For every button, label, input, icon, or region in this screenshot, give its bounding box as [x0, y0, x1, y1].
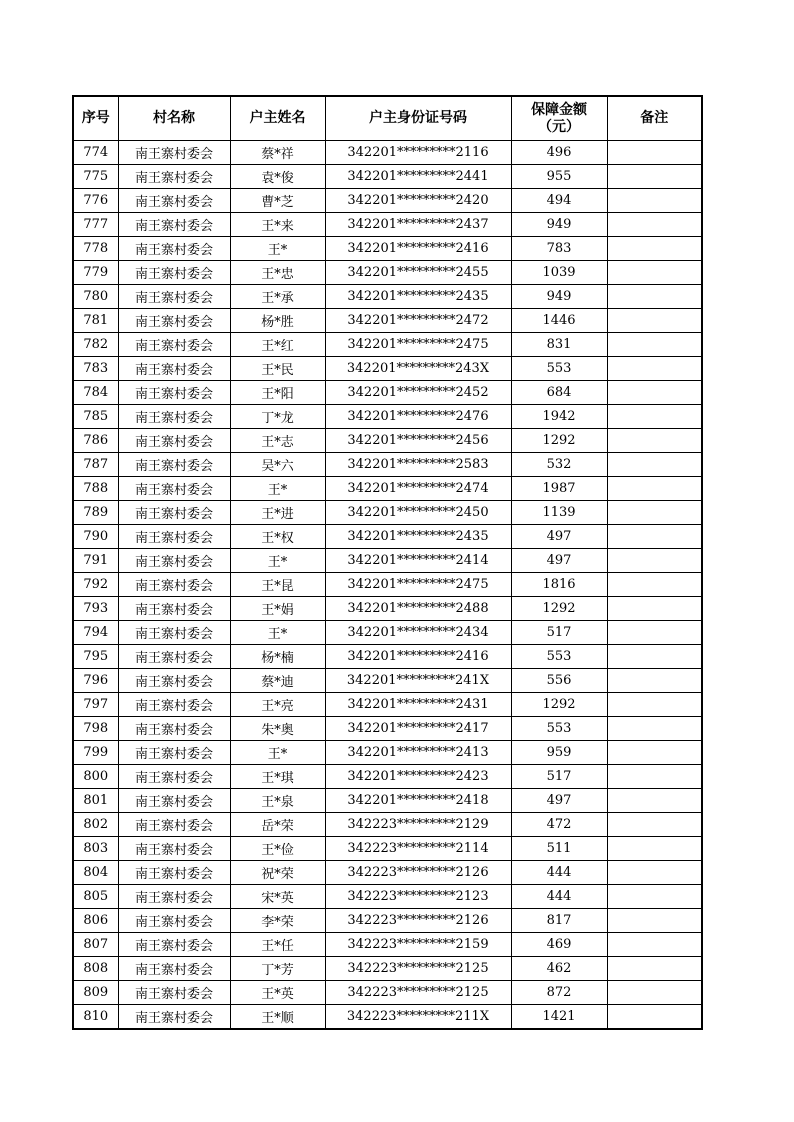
- cell-householder: 王*: [230, 621, 325, 645]
- cell-remark: [607, 741, 702, 765]
- table-row: [73, 429, 702, 453]
- cell-amount: 1039: [511, 261, 607, 285]
- table-row: [73, 669, 702, 693]
- table-row: [73, 309, 702, 333]
- cell-seq: 795: [73, 645, 118, 669]
- table-row: [73, 261, 702, 285]
- cell-householder: 王*俭: [230, 837, 325, 861]
- cell-seq: 810: [73, 1005, 118, 1030]
- table-row: [73, 405, 702, 429]
- header-seq: 序号: [73, 96, 118, 141]
- cell-remark: [607, 189, 702, 213]
- header-id-number: 户主身份证号码: [325, 96, 511, 141]
- table-row: [73, 597, 702, 621]
- cell-seq: 804: [73, 861, 118, 885]
- cell-householder: 祝*荣: [230, 861, 325, 885]
- cell-id-number: 342223*********2126: [325, 861, 511, 885]
- cell-id-number: 342201*********2418: [325, 789, 511, 813]
- cell-amount: 553: [511, 357, 607, 381]
- cell-seq: 792: [73, 573, 118, 597]
- cell-seq: 788: [73, 477, 118, 501]
- cell-village: 南王寨村委会: [118, 189, 230, 213]
- cell-seq: 793: [73, 597, 118, 621]
- cell-id-number: 342223*********2125: [325, 981, 511, 1005]
- table-row: [73, 357, 702, 381]
- cell-village: 南王寨村委会: [118, 141, 230, 165]
- cell-remark: [607, 477, 702, 501]
- cell-village: 南王寨村委会: [118, 165, 230, 189]
- cell-remark: [607, 453, 702, 477]
- cell-remark: [607, 789, 702, 813]
- cell-amount: 517: [511, 621, 607, 645]
- cell-amount: 949: [511, 285, 607, 309]
- cell-householder: 李*荣: [230, 909, 325, 933]
- cell-id-number: 342201*********2475: [325, 333, 511, 357]
- cell-remark: [607, 693, 702, 717]
- cell-remark: [607, 165, 702, 189]
- cell-seq: 775: [73, 165, 118, 189]
- cell-householder: 王*: [230, 477, 325, 501]
- cell-amount: 511: [511, 837, 607, 861]
- cell-amount: 949: [511, 213, 607, 237]
- cell-remark: [607, 213, 702, 237]
- cell-id-number: 342201*********2435: [325, 525, 511, 549]
- cell-householder: 蔡*祥: [230, 141, 325, 165]
- cell-remark: [607, 357, 702, 381]
- header-amount-line1: 保障金额: [531, 101, 587, 118]
- cell-remark: [607, 669, 702, 693]
- cell-seq: 781: [73, 309, 118, 333]
- cell-village: 南王寨村委会: [118, 549, 230, 573]
- table-row: [73, 717, 702, 741]
- cell-remark: [607, 765, 702, 789]
- header-row: [73, 96, 702, 141]
- table-row: [73, 237, 702, 261]
- cell-householder: 曹*芝: [230, 189, 325, 213]
- cell-remark: [607, 549, 702, 573]
- cell-remark: [607, 381, 702, 405]
- cell-id-number: 342223*********2125: [325, 957, 511, 981]
- cell-seq: 784: [73, 381, 118, 405]
- cell-remark: [607, 525, 702, 549]
- cell-remark: [607, 861, 702, 885]
- cell-village: 南王寨村委会: [118, 525, 230, 549]
- cell-amount: 469: [511, 933, 607, 957]
- cell-amount: 1816: [511, 573, 607, 597]
- cell-village: 南王寨村委会: [118, 285, 230, 309]
- cell-id-number: 342201*********2472: [325, 309, 511, 333]
- cell-householder: 王*进: [230, 501, 325, 525]
- cell-village: 南王寨村委会: [118, 453, 230, 477]
- cell-seq: 797: [73, 693, 118, 717]
- cell-id-number: 342201*********2420: [325, 189, 511, 213]
- cell-householder: 丁*芳: [230, 957, 325, 981]
- cell-amount: 497: [511, 789, 607, 813]
- cell-householder: 杨*楠: [230, 645, 325, 669]
- cell-householder: 王*民: [230, 357, 325, 381]
- cell-remark: [607, 933, 702, 957]
- cell-id-number: 342201*********2450: [325, 501, 511, 525]
- cell-remark: [607, 957, 702, 981]
- cell-householder: 王*来: [230, 213, 325, 237]
- cell-remark: [607, 813, 702, 837]
- cell-village: 南王寨村委会: [118, 333, 230, 357]
- cell-village: 南王寨村委会: [118, 717, 230, 741]
- header-village: 村名称: [118, 96, 230, 141]
- header-householder: 户主姓名: [230, 96, 325, 141]
- cell-seq: 782: [73, 333, 118, 357]
- cell-householder: 宋*英: [230, 885, 325, 909]
- cell-householder: 王*英: [230, 981, 325, 1005]
- table-row: [73, 885, 702, 909]
- cell-seq: 798: [73, 717, 118, 741]
- cell-householder: 王*琪: [230, 765, 325, 789]
- table-row: [73, 1005, 702, 1030]
- cell-id-number: 342223*********2129: [325, 813, 511, 837]
- table-row: [73, 909, 702, 933]
- cell-village: 南王寨村委会: [118, 957, 230, 981]
- cell-id-number: 342201*********241X: [325, 669, 511, 693]
- cell-village: 南王寨村委会: [118, 381, 230, 405]
- cell-householder: 王*阳: [230, 381, 325, 405]
- cell-seq: 786: [73, 429, 118, 453]
- table-row: [73, 813, 702, 837]
- cell-amount: 1987: [511, 477, 607, 501]
- cell-householder: 蔡*迪: [230, 669, 325, 693]
- cell-seq: 787: [73, 453, 118, 477]
- cell-seq: 800: [73, 765, 118, 789]
- cell-id-number: 342201*********2434: [325, 621, 511, 645]
- cell-village: 南王寨村委会: [118, 573, 230, 597]
- cell-id-number: 342201*********2476: [325, 405, 511, 429]
- table-body: [73, 141, 702, 1030]
- cell-amount: 1446: [511, 309, 607, 333]
- cell-seq: 794: [73, 621, 118, 645]
- cell-village: 南王寨村委会: [118, 213, 230, 237]
- table-row: [73, 621, 702, 645]
- cell-amount: 553: [511, 717, 607, 741]
- cell-householder: 王*忠: [230, 261, 325, 285]
- cell-id-number: 342201*********2475: [325, 573, 511, 597]
- cell-householder: 杨*胜: [230, 309, 325, 333]
- table-row: [73, 981, 702, 1005]
- table-row: [73, 213, 702, 237]
- cell-amount: 494: [511, 189, 607, 213]
- cell-remark: [607, 981, 702, 1005]
- cell-amount: 955: [511, 165, 607, 189]
- table-row: [73, 861, 702, 885]
- cell-remark: [607, 573, 702, 597]
- cell-id-number: 342223*********2123: [325, 885, 511, 909]
- cell-amount: 472: [511, 813, 607, 837]
- cell-id-number: 342201*********2423: [325, 765, 511, 789]
- cell-seq: 785: [73, 405, 118, 429]
- cell-remark: [607, 261, 702, 285]
- cell-amount: 444: [511, 885, 607, 909]
- cell-amount: 556: [511, 669, 607, 693]
- cell-amount: 532: [511, 453, 607, 477]
- table-row: [73, 141, 702, 165]
- table-row: [73, 765, 702, 789]
- cell-remark: [607, 885, 702, 909]
- cell-householder: 岳*荣: [230, 813, 325, 837]
- table-row: [73, 693, 702, 717]
- cell-seq: 805: [73, 885, 118, 909]
- cell-seq: 808: [73, 957, 118, 981]
- cell-seq: 806: [73, 909, 118, 933]
- cell-amount: 684: [511, 381, 607, 405]
- cell-seq: 803: [73, 837, 118, 861]
- cell-amount: 783: [511, 237, 607, 261]
- cell-village: 南王寨村委会: [118, 645, 230, 669]
- cell-amount: 517: [511, 765, 607, 789]
- cell-village: 南王寨村委会: [118, 669, 230, 693]
- cell-remark: [607, 285, 702, 309]
- cell-householder: 王*任: [230, 933, 325, 957]
- cell-id-number: 342201*********2116: [325, 141, 511, 165]
- cell-householder: 王*: [230, 237, 325, 261]
- cell-remark: [607, 909, 702, 933]
- cell-village: 南王寨村委会: [118, 1005, 230, 1030]
- cell-amount: 959: [511, 741, 607, 765]
- header-amount-line2: （元）: [538, 118, 580, 135]
- cell-village: 南王寨村委会: [118, 261, 230, 285]
- cell-id-number: 342201*********2456: [325, 429, 511, 453]
- table-row: [73, 333, 702, 357]
- cell-amount: 1292: [511, 693, 607, 717]
- cell-remark: [607, 309, 702, 333]
- cell-remark: [607, 597, 702, 621]
- cell-seq: 783: [73, 357, 118, 381]
- cell-householder: 王*红: [230, 333, 325, 357]
- cell-remark: [607, 837, 702, 861]
- table-row: [73, 645, 702, 669]
- cell-amount: 817: [511, 909, 607, 933]
- cell-householder: 王*亮: [230, 693, 325, 717]
- cell-amount: 497: [511, 549, 607, 573]
- cell-seq: 802: [73, 813, 118, 837]
- cell-village: 南王寨村委会: [118, 885, 230, 909]
- cell-amount: 1942: [511, 405, 607, 429]
- header-amount: [511, 96, 607, 141]
- table-row: [73, 549, 702, 573]
- cell-householder: 吴*六: [230, 453, 325, 477]
- table-row: [73, 741, 702, 765]
- cell-village: 南王寨村委会: [118, 741, 230, 765]
- cell-village: 南王寨村委会: [118, 429, 230, 453]
- table-row: [73, 837, 702, 861]
- cell-id-number: 342223*********2159: [325, 933, 511, 957]
- cell-village: 南王寨村委会: [118, 621, 230, 645]
- cell-village: 南王寨村委会: [118, 861, 230, 885]
- cell-amount: 872: [511, 981, 607, 1005]
- cell-householder: 王*: [230, 549, 325, 573]
- cell-householder: 丁*龙: [230, 405, 325, 429]
- table-row: [73, 189, 702, 213]
- cell-seq: 809: [73, 981, 118, 1005]
- cell-seq: 796: [73, 669, 118, 693]
- cell-householder: 王*顺: [230, 1005, 325, 1030]
- cell-remark: [607, 645, 702, 669]
- cell-id-number: 342201*********243X: [325, 357, 511, 381]
- cell-householder: 朱*奥: [230, 717, 325, 741]
- cell-id-number: 342223*********211X: [325, 1005, 511, 1030]
- cell-householder: 王*泉: [230, 789, 325, 813]
- cell-village: 南王寨村委会: [118, 501, 230, 525]
- cell-seq: 789: [73, 501, 118, 525]
- cell-householder: 袁*俊: [230, 165, 325, 189]
- cell-village: 南王寨村委会: [118, 789, 230, 813]
- table-row: [73, 789, 702, 813]
- cell-amount: 553: [511, 645, 607, 669]
- table-row: [73, 957, 702, 981]
- cell-remark: [607, 405, 702, 429]
- cell-amount: 444: [511, 861, 607, 885]
- cell-amount: 496: [511, 141, 607, 165]
- cell-amount: 1292: [511, 597, 607, 621]
- cell-id-number: 342201*********2488: [325, 597, 511, 621]
- cell-village: 南王寨村委会: [118, 813, 230, 837]
- cell-seq: 779: [73, 261, 118, 285]
- cell-id-number: 342201*********2452: [325, 381, 511, 405]
- cell-remark: [607, 621, 702, 645]
- cell-amount: 462: [511, 957, 607, 981]
- cell-seq: 790: [73, 525, 118, 549]
- cell-seq: 807: [73, 933, 118, 957]
- cell-village: 南王寨村委会: [118, 693, 230, 717]
- cell-householder: 王*权: [230, 525, 325, 549]
- cell-householder: 王*志: [230, 429, 325, 453]
- cell-seq: 801: [73, 789, 118, 813]
- cell-seq: 799: [73, 741, 118, 765]
- cell-village: 南王寨村委会: [118, 981, 230, 1005]
- cell-householder: 王*: [230, 741, 325, 765]
- cell-seq: 791: [73, 549, 118, 573]
- cell-village: 南王寨村委会: [118, 837, 230, 861]
- cell-id-number: 342201*********2474: [325, 477, 511, 501]
- cell-remark: [607, 1005, 702, 1030]
- cell-village: 南王寨村委会: [118, 909, 230, 933]
- cell-remark: [607, 717, 702, 741]
- cell-id-number: 342201*********2455: [325, 261, 511, 285]
- cell-amount: 1292: [511, 429, 607, 453]
- cell-village: 南王寨村委会: [118, 405, 230, 429]
- table-row: [73, 453, 702, 477]
- table-row: [73, 501, 702, 525]
- table-row: [73, 285, 702, 309]
- table-row: [73, 165, 702, 189]
- table-row: [73, 381, 702, 405]
- cell-remark: [607, 429, 702, 453]
- cell-id-number: 342201*********2416: [325, 237, 511, 261]
- cell-remark: [607, 141, 702, 165]
- cell-village: 南王寨村委会: [118, 357, 230, 381]
- table-row: [73, 933, 702, 957]
- cell-amount: 831: [511, 333, 607, 357]
- cell-householder: 王*承: [230, 285, 325, 309]
- cell-id-number: 342201*********2416: [325, 645, 511, 669]
- cell-village: 南王寨村委会: [118, 477, 230, 501]
- table-row: [73, 477, 702, 501]
- cell-householder: 王*娟: [230, 597, 325, 621]
- cell-householder: 王*昆: [230, 573, 325, 597]
- cell-village: 南王寨村委会: [118, 237, 230, 261]
- cell-id-number: 342201*********2431: [325, 693, 511, 717]
- cell-remark: [607, 333, 702, 357]
- cell-remark: [607, 501, 702, 525]
- cell-amount: 1421: [511, 1005, 607, 1030]
- cell-remark: [607, 237, 702, 261]
- roster-table: [72, 95, 703, 1030]
- cell-id-number: 342201*********2414: [325, 549, 511, 573]
- cell-amount: 1139: [511, 501, 607, 525]
- table-row: [73, 573, 702, 597]
- cell-seq: 777: [73, 213, 118, 237]
- header-remarks: 备注: [607, 96, 702, 141]
- cell-id-number: 342201*********2417: [325, 717, 511, 741]
- cell-seq: 776: [73, 189, 118, 213]
- table-row: [73, 525, 702, 549]
- cell-id-number: 342201*********2413: [325, 741, 511, 765]
- cell-id-number: 342201*********2583: [325, 453, 511, 477]
- cell-village: 南王寨村委会: [118, 765, 230, 789]
- cell-seq: 778: [73, 237, 118, 261]
- cell-id-number: 342201*********2435: [325, 285, 511, 309]
- cell-id-number: 342201*********2437: [325, 213, 511, 237]
- cell-seq: 774: [73, 141, 118, 165]
- cell-id-number: 342223*********2126: [325, 909, 511, 933]
- cell-seq: 780: [73, 285, 118, 309]
- cell-village: 南王寨村委会: [118, 309, 230, 333]
- cell-amount: 497: [511, 525, 607, 549]
- cell-village: 南王寨村委会: [118, 597, 230, 621]
- cell-village: 南王寨村委会: [118, 933, 230, 957]
- cell-id-number: 342223*********2114: [325, 837, 511, 861]
- cell-id-number: 342201*********2441: [325, 165, 511, 189]
